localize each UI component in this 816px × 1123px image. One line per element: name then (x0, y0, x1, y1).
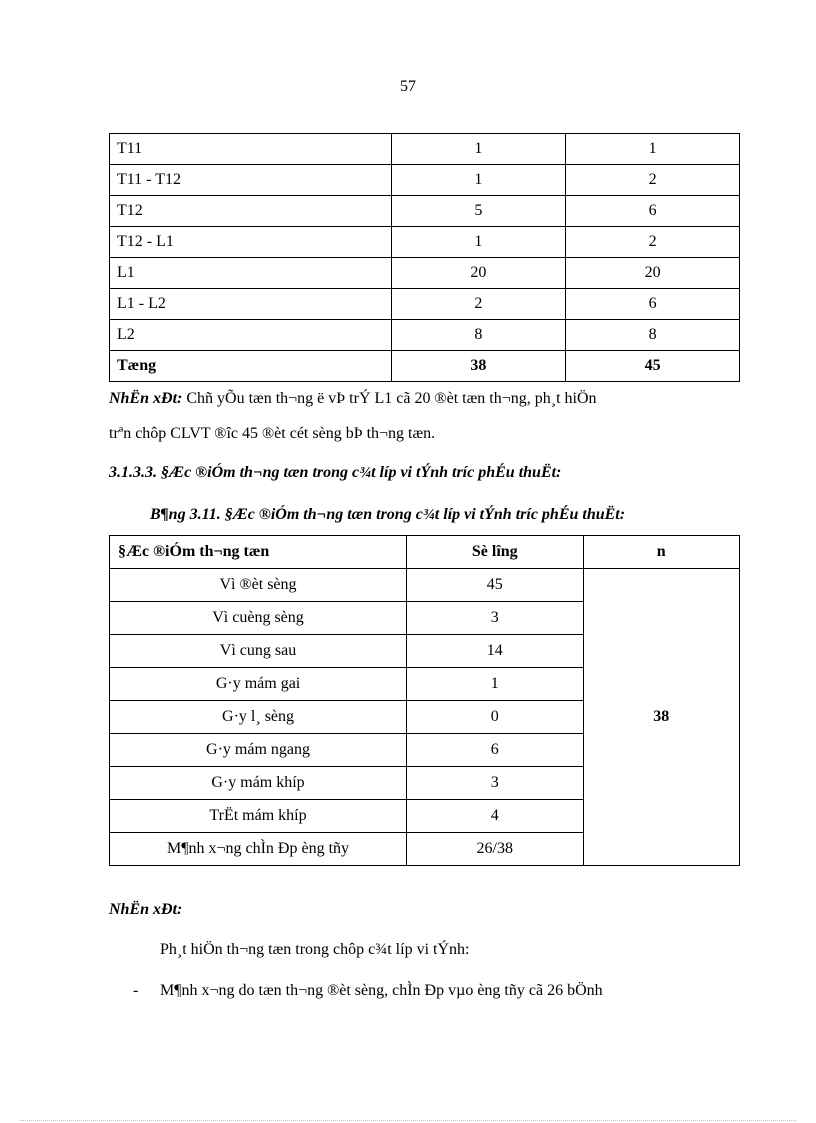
count-a-cell: 1 (391, 165, 566, 196)
table-row (110, 165, 740, 196)
location-cell: L1 (110, 258, 392, 289)
section-heading: 3.1.3.3. §Æc ®iÓm th¬ng tæn trong c¾t líp vi tÝnh tríc phÉu thuËt: (109, 464, 562, 481)
remark-2-line-2: M¶nh x¬ng do tæn th¬ng ®èt sèng, chÌn Ðp vµo èng tñy cã 26 bÖnh (160, 982, 603, 999)
count-b-cell: 2 (566, 227, 740, 258)
lesion-label-cell: Vì cuèng sèng (110, 602, 407, 635)
vertebra-count-table (109, 133, 740, 382)
remark-2-line-1: Ph¸t hiÖn th¬ng tæn trong chôp c¾t líp vi tÝnh: (160, 941, 470, 958)
n-value-cell: 38 (583, 569, 739, 866)
lesion-count-cell: 1 (407, 668, 583, 701)
table-row (110, 289, 740, 320)
lesion-count-cell: 45 (407, 569, 583, 602)
location-cell: T11 (110, 134, 392, 165)
remark-1-text: Chñ yÕu tæn th¬ng ë vÞ trÝ L1 cã 20 ®èt tæn th¬ng, ph¸t hiÖn (182, 390, 597, 407)
table-header-row (110, 536, 740, 569)
total-label: Tæng (110, 351, 392, 382)
location-cell: T11 - T12 (110, 165, 392, 196)
lesion-count-cell: 3 (407, 602, 583, 635)
lesion-count-cell: 26/38 (407, 833, 583, 866)
total-a: 38 (391, 351, 566, 382)
count-b-cell: 6 (566, 196, 740, 227)
header-count: Sè lîng (407, 536, 583, 569)
lesion-count-cell: 0 (407, 701, 583, 734)
remark-1-label: NhËn xÐt: (109, 390, 183, 407)
count-b-cell: 1 (566, 134, 740, 165)
lesion-label-cell: Vì ®èt sèng (110, 569, 407, 602)
total-b: 45 (566, 351, 740, 382)
table-row (110, 258, 740, 289)
lesion-label-cell: TrËt mám khíp (110, 800, 407, 833)
lesion-label-cell: Vì cung sau (110, 635, 407, 668)
lesion-label-cell: M¶nh x¬ng chÌn Ðp èng tñy (110, 833, 407, 866)
lesion-count-cell: 4 (407, 800, 583, 833)
header-n: n (583, 536, 739, 569)
location-cell: T12 (110, 196, 392, 227)
count-b-cell: 2 (566, 165, 740, 196)
remark-2-label: NhËn xÐt: (109, 901, 183, 918)
bullet-dash: - (133, 982, 139, 999)
total-row (110, 351, 740, 382)
lesion-count-cell: 14 (407, 635, 583, 668)
count-a-cell: 1 (391, 134, 566, 165)
lesion-label-cell: G·y mám gai (110, 668, 407, 701)
count-b-cell: 8 (566, 320, 740, 351)
header-lesion: §Æc ®iÓm th¬ng tæn (110, 536, 407, 569)
lesion-characteristics-table (109, 535, 740, 866)
count-b-cell: 20 (566, 258, 740, 289)
count-a-cell: 1 (391, 227, 566, 258)
table-row (110, 227, 740, 258)
location-cell: L2 (110, 320, 392, 351)
remark-1-line-1 (109, 389, 597, 409)
remark-1-line-2: trªn chôp CLVT ®îc 45 ®èt cét sèng bÞ th¬ng tæn. (109, 425, 436, 442)
location-cell: T12 - L1 (110, 227, 392, 258)
lesion-label-cell: G·y l¸ sèng (110, 701, 407, 734)
page-number: 57 (400, 78, 416, 95)
table-row (110, 196, 740, 227)
page-bottom-divider (20, 1120, 796, 1121)
lesion-label-cell: G·y mám khíp (110, 767, 407, 800)
table-2-caption: B¶ng 3.11. §Æc ®iÓm th¬ng tæn trong c¾t líp vi tÝnh tríc phÉu thuËt: (150, 506, 626, 523)
lesion-label-cell: G·y mám ngang (110, 734, 407, 767)
count-b-cell: 6 (566, 289, 740, 320)
table-row (110, 134, 740, 165)
lesion-count-cell: 3 (407, 767, 583, 800)
count-a-cell: 20 (391, 258, 566, 289)
count-a-cell: 2 (391, 289, 566, 320)
lesion-count-cell: 6 (407, 734, 583, 767)
count-a-cell: 5 (391, 196, 566, 227)
table-row (110, 569, 740, 602)
count-a-cell: 8 (391, 320, 566, 351)
table-row (110, 320, 740, 351)
location-cell: L1 - L2 (110, 289, 392, 320)
